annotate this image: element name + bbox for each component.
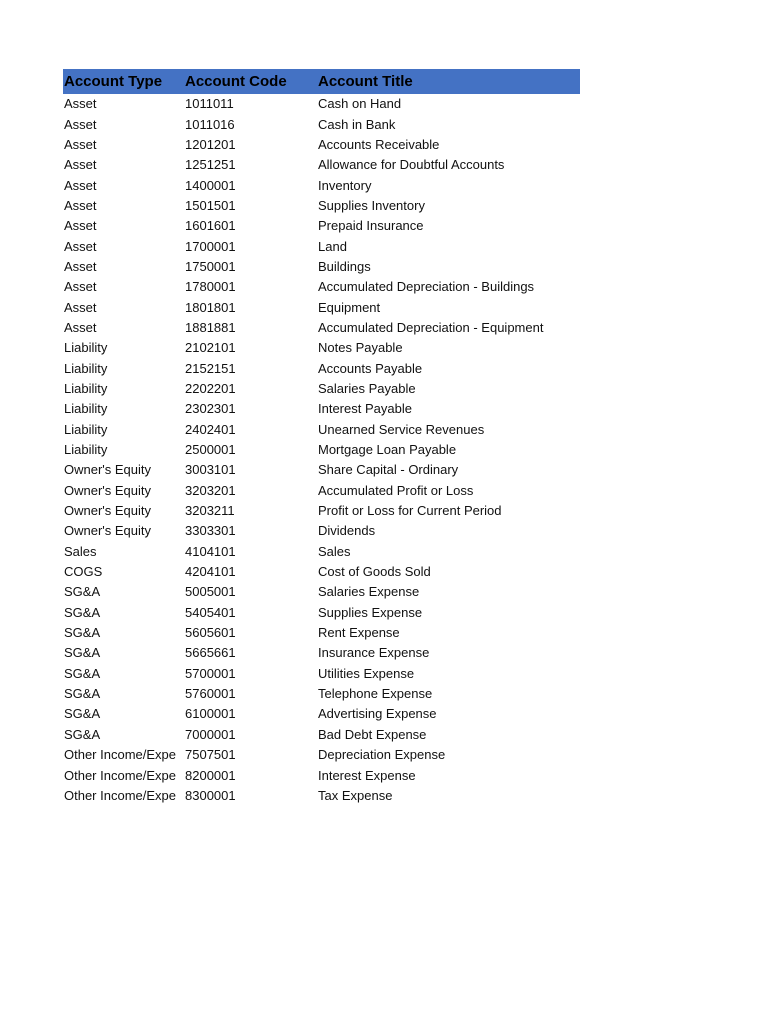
account-code-cell: 7000001: [185, 726, 236, 742]
table-row: [63, 704, 580, 724]
account-type-cell: Asset: [64, 96, 97, 112]
account-code-cell: 8300001: [185, 787, 236, 803]
account-title-cell: Bad Debt Expense: [318, 726, 427, 742]
account-title-cell: Cash on Hand: [318, 96, 402, 112]
table-row: [63, 664, 580, 684]
account-code-cell: 1881881: [185, 319, 236, 335]
header-account-type: Account Type: [64, 73, 163, 90]
account-code-cell: 1400001: [185, 177, 236, 193]
table-row: [63, 94, 580, 114]
account-code-cell: 3003101: [185, 462, 236, 478]
table-row: [63, 277, 580, 297]
account-title-cell: Insurance Expense: [318, 645, 430, 661]
account-title-cell: Interest Payable: [318, 401, 412, 417]
account-type-cell: SG&A: [64, 726, 101, 742]
account-type-cell: SG&A: [64, 645, 101, 661]
account-type-cell: Liability: [64, 360, 108, 376]
account-title-cell: Accumulated Depreciation - Buildings: [318, 279, 535, 295]
account-title-cell: Salaries Payable: [318, 380, 416, 396]
account-code-cell: 7507501: [185, 747, 236, 763]
account-type-cell: Sales: [64, 543, 97, 559]
table-row: [63, 358, 580, 378]
account-code-cell: 1011016: [185, 116, 235, 132]
account-title-cell: Telephone Expense: [318, 686, 433, 702]
account-title-cell: Cash in Bank: [318, 116, 396, 132]
table-row: [63, 420, 580, 440]
account-code-cell: 5665661: [185, 645, 236, 661]
account-type-cell: Liability: [64, 421, 108, 437]
table-row: [63, 297, 580, 317]
account-title-cell: Allowance for Doubtful Accounts: [318, 157, 505, 173]
table-row: [63, 338, 580, 358]
account-type-cell: Asset: [64, 218, 97, 234]
account-type-cell: SG&A: [64, 625, 101, 641]
account-type-cell: SG&A: [64, 584, 101, 600]
account-title-cell: Buildings: [318, 258, 371, 274]
account-title-cell: Accounts Receivable: [318, 136, 440, 152]
account-title-cell: Salaries Expense: [318, 584, 420, 600]
account-title-cell: Land: [318, 238, 347, 254]
account-type-cell: Asset: [64, 197, 97, 213]
account-title-cell: Unearned Service Revenues: [318, 421, 485, 437]
account-type-cell: Asset: [64, 136, 97, 152]
account-type-cell: Asset: [64, 258, 97, 274]
account-code-cell: 2202201: [185, 380, 236, 396]
account-type-cell: SG&A: [64, 686, 101, 702]
account-title-cell: Sales: [318, 543, 351, 559]
account-code-cell: 1501501: [185, 197, 236, 213]
account-type-cell: Liability: [64, 340, 108, 356]
table-row: [63, 521, 580, 541]
table-row: [63, 623, 580, 643]
account-title-cell: Depreciation Expense: [318, 747, 446, 763]
table-row: [63, 725, 580, 745]
table-row: [63, 643, 580, 663]
table-row: [63, 460, 580, 480]
account-code-cell: 3303301: [185, 523, 236, 539]
account-code-cell: 2402401: [185, 421, 236, 437]
account-code-cell: 2500001: [185, 442, 236, 458]
table-row: [63, 440, 580, 460]
account-code-cell: 5700001: [185, 665, 236, 681]
account-code-cell: 5005001: [185, 584, 236, 600]
account-code-cell: 1601601: [185, 218, 236, 234]
account-title-cell: Supplies Inventory: [318, 197, 425, 213]
account-type-cell: Owner's Equity: [64, 482, 152, 498]
table-row: [63, 786, 580, 806]
account-type-cell: Asset: [64, 299, 97, 315]
account-type-cell: Liability: [64, 401, 108, 417]
table-row: [63, 175, 580, 195]
account-code-cell: 3203211: [185, 503, 235, 519]
account-code-cell: 1780001: [185, 279, 236, 295]
account-title-cell: Share Capital - Ordinary: [318, 462, 459, 478]
account-code-cell: 2102101: [185, 340, 236, 356]
account-code-cell: 1011011: [185, 96, 234, 112]
account-code-cell: 1750001: [185, 258, 236, 274]
account-type-cell: Liability: [64, 380, 108, 396]
account-type-cell: Other Income/Expe: [64, 767, 176, 783]
table-row: [63, 562, 580, 582]
account-type-cell: SG&A: [64, 706, 101, 722]
table-row: [63, 236, 580, 256]
header-account-code: Account Code: [185, 73, 287, 90]
account-title-cell: Cost of Goods Sold: [318, 564, 431, 580]
account-code-cell: 5760001: [185, 686, 236, 702]
account-title-cell: Utilities Expense: [318, 665, 415, 681]
account-title-cell: Rent Expense: [318, 625, 400, 641]
account-type-cell: SG&A: [64, 604, 101, 620]
table-row: [63, 582, 580, 602]
account-code-cell: 6100001: [185, 706, 236, 722]
account-code-cell: 8200001: [185, 767, 236, 783]
account-code-cell: 4104101: [185, 543, 236, 559]
account-type-cell: Liability: [64, 442, 108, 458]
account-code-cell: 2152151: [185, 360, 236, 376]
table-row: [63, 196, 580, 216]
table-row: [63, 542, 580, 562]
account-title-cell: Accumulated Depreciation - Equipment: [318, 319, 544, 335]
table-header-row: [63, 69, 580, 94]
table-row: [63, 765, 580, 785]
table-row: [63, 501, 580, 521]
chart-of-accounts-table: [63, 69, 580, 806]
account-title-cell: Dividends: [318, 523, 376, 539]
account-type-cell: COGS: [64, 564, 103, 580]
account-title-cell: Accounts Payable: [318, 360, 423, 376]
account-type-cell: Asset: [64, 157, 97, 173]
account-type-cell: Owner's Equity: [64, 523, 152, 539]
account-title-cell: Prepaid Insurance: [318, 218, 424, 234]
header-account-title: Account Title: [318, 73, 413, 90]
account-type-cell: SG&A: [64, 665, 101, 681]
table-row: [63, 257, 580, 277]
account-title-cell: Interest Expense: [318, 767, 416, 783]
account-title-cell: Accumulated Profit or Loss: [318, 482, 474, 498]
table-row: [63, 745, 580, 765]
table-row: [63, 399, 580, 419]
table-row: [63, 603, 580, 623]
account-title-cell: Inventory: [318, 177, 372, 193]
account-type-cell: Asset: [64, 319, 97, 335]
account-code-cell: 1801801: [185, 299, 236, 315]
account-code-cell: 1700001: [185, 238, 236, 254]
table-row: [63, 155, 580, 175]
account-title-cell: Equipment: [318, 299, 381, 315]
account-title-cell: Advertising Expense: [318, 706, 437, 722]
account-type-cell: Asset: [64, 177, 97, 193]
table-row: [63, 135, 580, 155]
account-code-cell: 5605601: [185, 625, 236, 641]
account-title-cell: Profit or Loss for Current Period: [318, 503, 502, 519]
account-type-cell: Other Income/Expe: [64, 787, 176, 803]
table-row: [63, 481, 580, 501]
table-row: [63, 379, 580, 399]
table-body: [63, 94, 580, 806]
account-code-cell: 4204101: [185, 564, 236, 580]
account-title-cell: Tax Expense: [318, 787, 393, 803]
account-title-cell: Mortgage Loan Payable: [318, 442, 457, 458]
account-type-cell: Other Income/Expe: [64, 747, 176, 763]
account-code-cell: 3203201: [185, 482, 236, 498]
table-row: [63, 216, 580, 236]
account-code-cell: 2302301: [185, 401, 236, 417]
account-title-cell: Supplies Expense: [318, 604, 423, 620]
account-title-cell: Notes Payable: [318, 340, 403, 356]
account-type-cell: Owner's Equity: [64, 503, 152, 519]
account-type-cell: Asset: [64, 238, 97, 254]
account-code-cell: 1251251: [185, 157, 236, 173]
table-row: [63, 318, 580, 338]
account-type-cell: Asset: [64, 279, 97, 295]
account-code-cell: 1201201: [185, 136, 236, 152]
table-row: [63, 114, 580, 134]
table-row: [63, 684, 580, 704]
account-type-cell: Asset: [64, 116, 97, 132]
account-code-cell: 5405401: [185, 604, 236, 620]
account-type-cell: Owner's Equity: [64, 462, 152, 478]
